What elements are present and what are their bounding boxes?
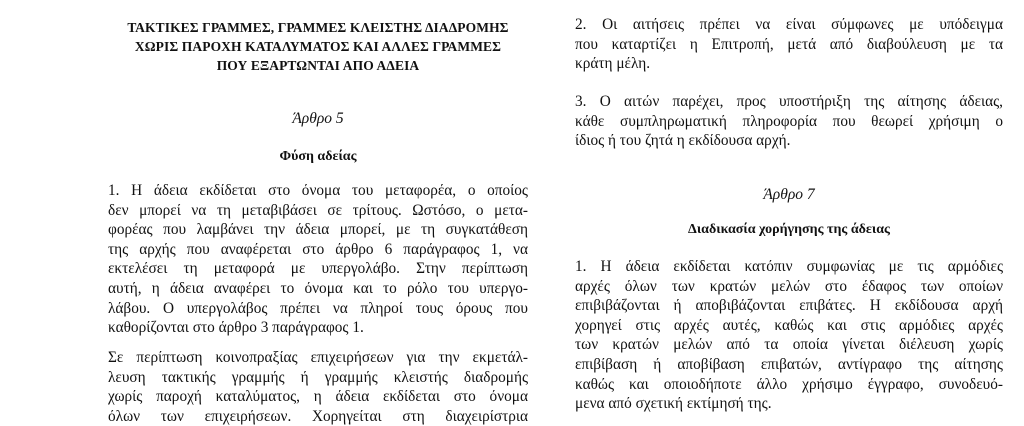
text-line: της αρχής που αναφέρεται στο άρθρο 6 παράγραφος 1, να [108, 240, 528, 258]
article-5-title: Άρθρο 5 [292, 110, 344, 127]
article-7-title: Άρθρο 7 [763, 186, 815, 203]
article-5-subtitle: Φύση αδείας [279, 149, 357, 164]
text-line: φορέας που λαμβάνει την άδεια μπορεί, με τη συγκατάθεση [108, 221, 528, 239]
text-line: μενα από σχετική εκτίμησή της. [575, 395, 772, 413]
section-heading [108, 18, 528, 75]
text-line: λευση τακτικής γραμμής ή γραμμής κλειστής διαδρομής [108, 368, 528, 386]
text-line: καθώς και οποιοδήποτε άλλο χρήσιμο έγγραφο, συνοδευό- [575, 375, 1003, 393]
text-line: όλων των επιχειρήσεων. Χορηγείται στη διαχειρίστρια [108, 407, 528, 425]
text-line: χορηγεί στις αρχές αυτές, καθώς και στις αρμόδιες αρχές [575, 316, 1003, 334]
text-line: καθορίζονται στο άρθρο 3 παράγραφος 1. [108, 319, 364, 337]
paragraph-2 [575, 15, 1003, 74]
article-7-subtitle: Διαδικασία χορήγησης της άδειας [688, 222, 890, 237]
text-line: αρχές όλων των κρατών μελών στο έδαφος των οποίων [575, 277, 1003, 295]
text-line: ίδιος ή του ζητά η εκδίδουσα αρχή. [575, 132, 791, 150]
text-line: επιβιβάζονται ή αποβιβάζονται επιβάτες. Η εκδίδουσα αρχή [575, 297, 1003, 315]
heading-line: ΠΟΥ ΕΞΑΡΤΩΝΤΑΙ ΑΠΟ ΑΔΕΙΑ [216, 58, 420, 73]
text-line: 2. Οι αιτήσεις πρέπει να είναι σύμφωνες με υπόδειγμα [575, 16, 1003, 33]
paragraph-3 [575, 92, 1003, 151]
text-line: επιβίβαση ή αποβίβαση επιβατών, αντίγραφο της αίτησης [575, 355, 1003, 373]
heading-line: ΤΑΚΤΙΚΕΣ ΓΡΑΜΜΕΣ, ΓΡΑΜΜΕΣ ΚΛΕΙΣΤΗΣ ΔΙΑΔΡΟΜΗΣ [127, 20, 509, 35]
article-5-paragraph-1 [108, 181, 528, 338]
text-line: εκτελέσει τη μεταφορά με υπεργολάβο. Στην περίπτωση [108, 260, 528, 278]
text-line: δεν μπορεί να τη μεταβιβάσει σε τρίτους. Ωστόσο, ο μετα- [108, 201, 528, 219]
text-line: αυτή, η άδεια αναφέρει το όνομα και το ρόλο του υπεργο- [108, 279, 528, 297]
article-5-paragraph-2 [108, 348, 528, 426]
text-line: 1. Η άδεια εκδίδεται κατόπιν συμφωνίας με τις αρμόδιες [575, 258, 1003, 275]
text-line: χωρίς παροχή καταλύματος, η άδεια εκδίδεται στο όνομα [108, 388, 528, 406]
text-line: Σε περίπτωση κοινοπραξίας επιχειρήσεων για την εκμετάλ- [108, 349, 528, 366]
text-line: των κρατών μελών από τα οποία γίνεται διέλευση χωρίς [575, 336, 1003, 354]
heading-line: ΧΩΡΙΣ ΠΑΡΟΧΗ ΚΑΤΑΛΥΜΑΤΟΣ ΚΑΙ ΑΛΛΕΣ ΓΡΑΜΜΕΣ [134, 39, 502, 54]
text-line: που καταρτίζει η Επιτροπή, μετά από διαβούλευση με τα [575, 35, 1003, 53]
text-line: λάβου. Ο υπεργολάβος πρέπει να πληροί τους όρους που [108, 299, 528, 317]
text-line: κάθε συμπληρωματική πληροφορία που θεωρεί χρήσιμη ο [575, 112, 1003, 130]
text-line: κράτη μέλη. [575, 55, 651, 73]
article-7-paragraph-1 [575, 257, 1003, 414]
text-line: 1. Η άδεια εκδίδεται στο όνομα του μεταφορέα, ο οποίος [108, 182, 528, 199]
text-line: 3. Ο αιτών παρέχει, προς υποστήριξη της αίτησης άδειας, [575, 93, 1003, 110]
